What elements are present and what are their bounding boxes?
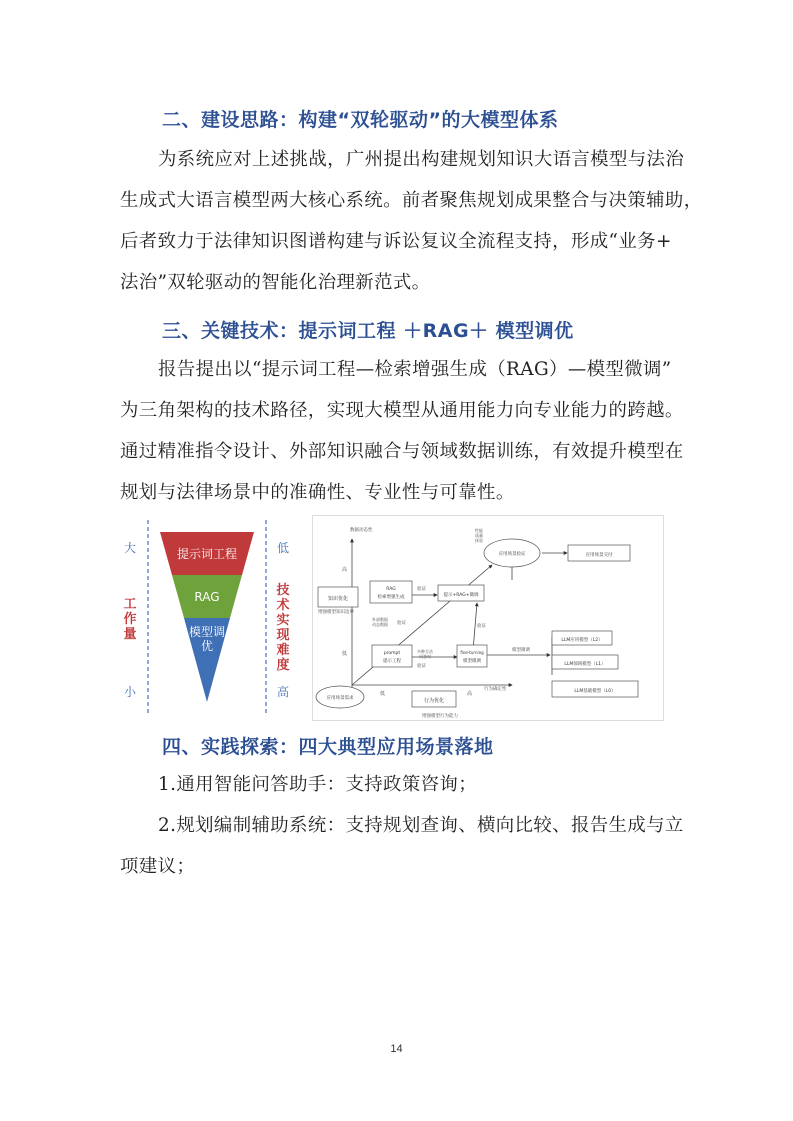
llm-l0-label: LLM基础模型（L0） xyxy=(574,689,616,694)
x-axis-label: 行为确定性 xyxy=(484,687,507,692)
right-axis-top: 低 xyxy=(276,541,290,555)
list-item: 2.规划编制辅助系统：支持规划查询、横向比较、报告生成与立 xyxy=(158,815,684,836)
verify-label-4: 验证 xyxy=(417,664,426,669)
top-note-3: 体验 xyxy=(475,538,483,543)
y-axis-low: 低 xyxy=(342,651,348,657)
left-axis-label: 工作量 xyxy=(123,597,137,642)
paragraph-line: 通过精准指令设计、外部知识融合与领域数据训练，有效提升模型在 xyxy=(120,441,684,462)
left-axis-bottom: 小 xyxy=(123,685,137,699)
rag-box-line1: RAG xyxy=(386,587,396,592)
paragraph-line: 报告提出以“提示词工程—检索增强生成（RAG）—模型微调” xyxy=(158,359,672,380)
multi-qa-1: 多种方法 xyxy=(417,649,433,654)
verify-label-1: 验证 xyxy=(417,587,426,592)
llm-l1-label: LLM领域模型（L1） xyxy=(564,662,606,667)
paragraph-line: 法治”双轮驱动的智能化治理新范式。 xyxy=(120,272,431,293)
combo-box-label: 提示+RAG+微调 xyxy=(443,593,479,598)
model-finetune-label: 模型微调 xyxy=(512,648,530,653)
y-axis-left-label: 增强模型知识边界 xyxy=(318,610,354,615)
paragraph-line: 后者致力于法律知识图谱构建与诉讼复议全流程支持，形成“业务+ xyxy=(120,231,672,252)
llm-l2-label: LLM应用模型（L2） xyxy=(561,638,603,643)
right-axis-bottom: 高 xyxy=(276,685,290,699)
x-axis-low: 低 xyxy=(380,691,386,697)
layer-label-prompt: 提示词工程 xyxy=(176,547,238,561)
section-3-heading: 三、关键技术：提示词工程 ＋RAG＋ 模型调优 xyxy=(162,320,574,342)
y-axis-label: 数据动态性 xyxy=(350,528,373,533)
external-data-1: 外部数据 xyxy=(372,617,388,622)
technique-figure xyxy=(112,512,664,722)
paragraph-line: 为系统应对上述挑战，广州提出构建规划知识大语言模型与法治 xyxy=(158,149,685,170)
finetune-box-line1: fine-turning xyxy=(460,650,484,655)
scenario-demand-label: 应用场景需求 xyxy=(326,696,354,701)
page-number: 14 xyxy=(390,1043,403,1055)
paragraph-line: 生成式大语言模型两大核心系统。前者聚焦规划成果整合与决策辅助， xyxy=(120,190,703,211)
verify-label-2: 验证 xyxy=(397,621,406,626)
rag-box-line2: 检索增强生成 xyxy=(377,595,405,600)
top-note-2: 质量 xyxy=(475,533,483,538)
behavior-box-label: 行为优化 xyxy=(423,698,445,704)
section-3-paragraph xyxy=(120,349,684,513)
paragraph-line: 规划与法律场景中的准确性、专业性与可靠性。 xyxy=(120,482,515,503)
section-4-heading: 四、实践探索：四大典型应用场景落地 xyxy=(162,736,494,758)
knowledge-box-label: 知识优化 xyxy=(327,596,349,602)
optimization-flow-diagram xyxy=(312,515,664,721)
x-axis-high: 高 xyxy=(467,691,473,697)
y-axis-high: 高 xyxy=(342,567,348,573)
section-2-paragraph xyxy=(120,139,703,303)
paragraph-line: 为三角架构的技术路径，实现大模型从通用能力向专业能力的跨越。 xyxy=(120,400,684,421)
finetune-box-line2: 模型微调 xyxy=(463,659,481,664)
prompt-box-line1: prompt xyxy=(383,651,401,656)
scenario-verify-label: 应用场景验证 xyxy=(498,552,526,557)
layer-label-rag: RAG xyxy=(194,590,220,604)
x-axis-bottom-label: 增强模型行为能力 xyxy=(422,714,458,719)
top-note: 性能 xyxy=(475,528,483,533)
section-2-heading: 二、建设思路：构建“双轮驱动”的大模型体系 xyxy=(162,109,559,131)
external-data-2: 动态数据 xyxy=(372,622,388,627)
list-item: 1.通用智能问答助手：支持政策咨询； xyxy=(158,774,477,795)
verify-label-3: 验证 xyxy=(477,624,486,629)
list-item-continuation: 项建议； xyxy=(120,856,196,877)
prompt-box-line2: 提示工程 xyxy=(383,659,401,664)
multi-qa-2: 问答对 xyxy=(419,654,431,659)
section-4-paragraph xyxy=(120,764,684,887)
app-delivery-label: 应用场景交付 xyxy=(585,553,613,558)
left-axis-top: 大 xyxy=(123,541,137,555)
layer-label-tuning: 模型调优 xyxy=(188,625,226,653)
effort-difficulty-triangle xyxy=(112,512,302,722)
right-axis-label: 技术实现难度 xyxy=(276,583,290,673)
